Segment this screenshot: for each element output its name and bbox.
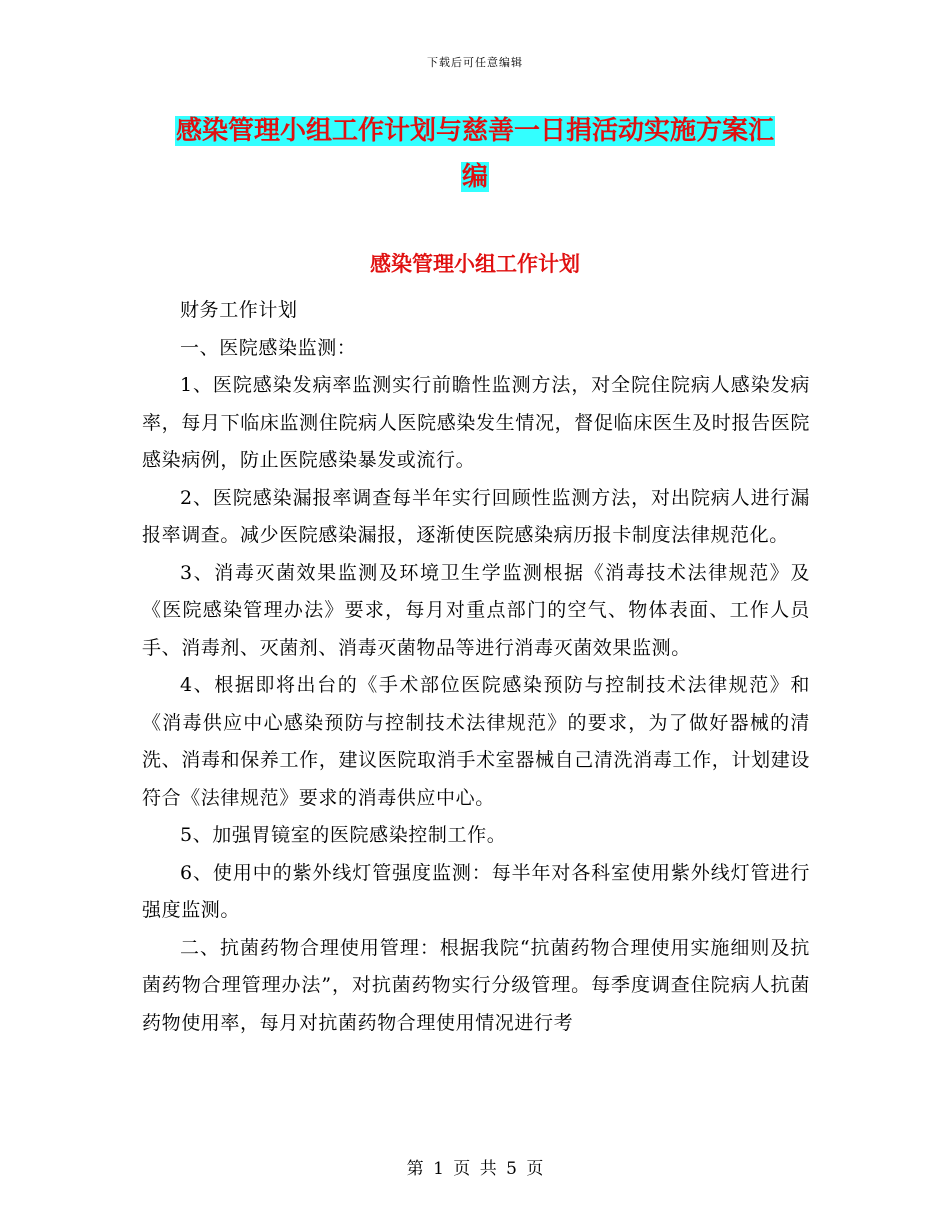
paragraph: 3、消毒灭菌效果监测及环境卫生学监测根据《消毒技术法律规范》及《医院感染管理办法》要求，每月对重点部门的空气、物体表面、工作人员手、消毒剂、灭菌剂、消毒灭菌物品等进行消毒灭菌效果监测。 xyxy=(142,561,810,659)
paragraph: 6、使用中的紫外线灯管强度监测：每半年对各科室使用紫外线灯管进行强度监测。 xyxy=(142,861,810,921)
paragraph: 二、抗菌药物合理使用管理：根据我院“抗菌药物合理使用实施细则及抗菌药物合理管理办法”，对抗菌药物实行分级管理。每季度调查住院病人抗菌药物使用率，每月对抗菌药物合理使用情况进行考 xyxy=(142,936,810,1034)
header-note: 下载后可任意编辑 xyxy=(427,56,523,69)
paragraph: 财务工作计划 xyxy=(180,299,298,321)
page-footer: 第 1 页 共 5 页 xyxy=(406,1159,544,1179)
paragraph: 2、医院感染漏报率调查每半年实行回顾性监测方法，对出院病人进行漏报率调查。减少医院感染漏报，逐渐使医院感染病历报卡制度法律规范化。 xyxy=(142,486,810,546)
paragraph: 5、加强胃镜室的医院感染控制工作。 xyxy=(180,824,507,846)
paragraph: 一、医院感染监测： xyxy=(180,336,357,359)
document-title xyxy=(140,108,810,200)
document-title-line1: 感染管理小组工作计划与慈善一日捐活动实施方案汇 xyxy=(175,116,774,146)
document-body xyxy=(142,292,810,1042)
paragraph: 1、医院感染发病率监测实行前瞻性监测方法，对全院住院病人感染发病率，每月下临床监测住院病人医院感染发生情况，督促临床医生及时报告医院感染病例，防止医院感染暴发或流行。 xyxy=(142,374,810,471)
document-title-line2: 编 xyxy=(461,162,488,192)
paragraph: 4、根据即将出台的《手术部位医院感染预防与控制技术法律规范》和《消毒供应中心感染预防与控制技术法律规范》的要求，为了做好器械的清洗、消毒和保养工作，建议医院取消手术室器械自己清洗消毒工作，计划建设符合《法律规范》要求的消毒供应中心。 xyxy=(142,674,810,809)
section-title: 感染管理小组工作计划 xyxy=(370,252,580,276)
